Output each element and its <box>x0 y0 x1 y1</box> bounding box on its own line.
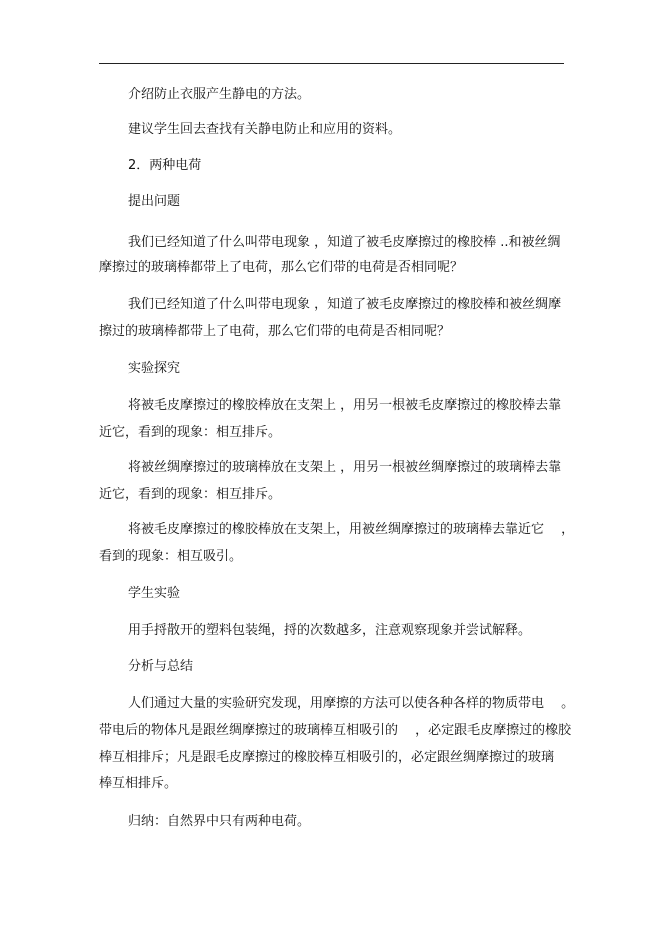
text-line: 建议学生回去查找有关静电防止和应用的资料。 <box>128 122 402 137</box>
subsection-heading: 学生实验 <box>128 586 181 601</box>
text-line: 将被毛皮摩擦过的橡胶棒放在支架上 ，用另一根被毛皮摩擦过的橡胶棒去靠 <box>128 398 562 413</box>
text-line: 我们已经知道了什么叫带电现象 ，知道了被毛皮摩擦过的橡胶棒和被丝绸摩 <box>128 297 562 312</box>
subsection-heading: 分析与总结 <box>128 659 194 674</box>
header-rule <box>99 63 564 64</box>
text-line: 棒互相排斥。 <box>99 776 178 791</box>
text-line: 介绍防止衣服产生静电的方法。 <box>128 87 311 102</box>
subsection-heading: 实验探究 <box>128 361 181 376</box>
text-line: 看到的现象：相互吸引。 <box>99 549 243 564</box>
text-line: 将被毛皮摩擦过的橡胶棒放在支架上，用被丝绸摩擦过的玻璃棒去靠近它 ， <box>128 522 575 537</box>
text-line: 摩擦过的玻璃棒都带上了电荷，那么它们带的电荷是否相同呢？ <box>99 260 464 275</box>
text-line: 棒互相排斥；凡是跟毛皮摩擦过的橡胶棒互相吸引的，必定跟丝绸摩擦过的玻璃 <box>99 750 555 765</box>
text-line: 归纳：自然界中只有两种电荷。 <box>128 814 311 829</box>
text-line: 我们已经知道了什么叫带电现象 ，知道了被毛皮摩擦过的橡胶棒 ..和被丝绸 <box>128 235 561 250</box>
text-line: 人们通过大量的实验研究发现，用摩擦的方法可以使各种各样的物质带电 。 <box>128 696 575 711</box>
text-line: 近它，看到的现象：相互排斥。 <box>99 487 282 502</box>
text-line: 用手捋散开的塑料包装绳，捋的次数越多，注意观察现象并尝试解释。 <box>128 623 532 638</box>
section-heading: 2．两种电荷 <box>128 158 202 173</box>
subsection-heading: 提出问题 <box>128 194 181 209</box>
text-line: 将被丝绸摩擦过的玻璃棒放在支架上 ，用另一根被丝绸摩擦过的玻璃棒去靠 <box>128 460 562 475</box>
text-line: 带电后的物体凡是跟丝绸摩擦过的玻璃棒互相吸引的 ，必定跟毛皮摩擦过的橡胶 <box>99 723 572 738</box>
text-line: 近它，看到的现象：相互排斥。 <box>99 425 282 440</box>
text-line: 擦过的玻璃棒都带上了电荷，那么它们带的电荷是否相同呢？ <box>99 324 451 339</box>
